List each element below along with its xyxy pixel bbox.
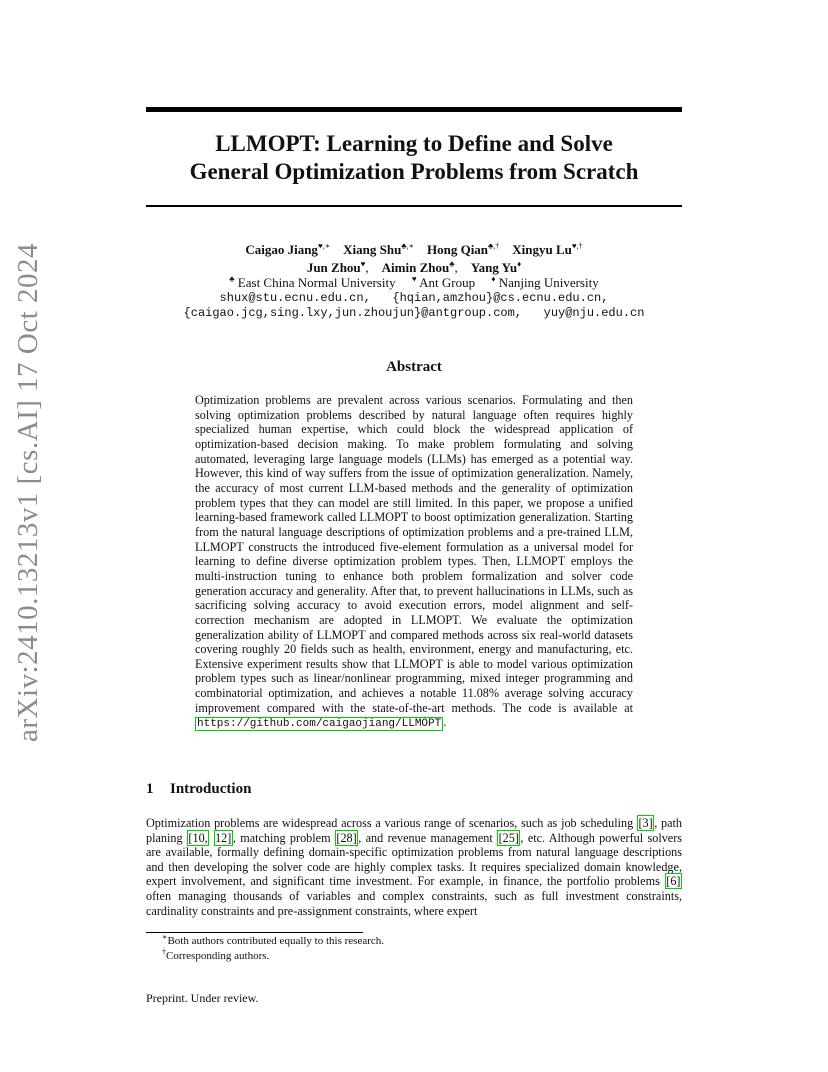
code-link[interactable]: https://github.com/caigaojiang/LLMOPT bbox=[197, 718, 442, 731]
citation-link[interactable]: [25] bbox=[498, 830, 519, 845]
footnote-mark: † bbox=[162, 947, 166, 957]
affiliations bbox=[146, 275, 682, 290]
affiliation-mark: ♥ bbox=[411, 274, 417, 284]
author-name: Hong Qian bbox=[426, 242, 489, 257]
email-line-2 bbox=[146, 306, 682, 321]
affiliation-mark: ♦ bbox=[491, 274, 496, 284]
author-line-2: Jun Zhou♥, Aimin Zhou♣, Yang Yu♦ bbox=[306, 259, 522, 275]
citation-link[interactable]: [3] bbox=[638, 816, 653, 830]
affiliation: Ant Group bbox=[419, 275, 476, 290]
footnote-1 bbox=[146, 934, 384, 949]
preprint-note: Preprint. Under review. bbox=[146, 991, 259, 1005]
author-mark: ♦ bbox=[517, 259, 522, 269]
citation-link[interactable]: [10, bbox=[188, 830, 208, 845]
abstract-heading: Abstract bbox=[386, 359, 442, 375]
author-name: Xiang Shu bbox=[343, 242, 402, 257]
abstract-end: . bbox=[443, 715, 447, 730]
arxiv-identifier: arXiv:2410.13213v1 [cs.AI] 17 Oct 2024 bbox=[12, 242, 44, 742]
footnotes bbox=[146, 934, 384, 964]
title-line-2: General Optimization Problems from Scratch bbox=[189, 159, 639, 184]
footnote-text: Corresponding authors. bbox=[166, 950, 270, 962]
citation-link[interactable]: [28] bbox=[336, 830, 357, 845]
footnote-rule bbox=[146, 932, 363, 933]
introduction-paragraph bbox=[146, 816, 682, 918]
abstract-text: Optimization problems are prevalent across various scenarios. Formulating and then solving optimization problems described by natural language often requires highly specialized human expertise, which could block the widespread application of optimization-based decision making. To make problem formulating and solving automated, leveraging large language models (LLMs) has emerged as a potential way. However, this kind of way suffers from the issue of optimization generalization. Namely, the accuracy of most current LLM-based methods and the generality of optimization problem types that they can model are still limited. In this paper, we propose a unified learning-based framework called LLMOPT to boost optimization generalization. Starting from the natural language descriptions of optimization problems and a pre-trained LLM, LLMOPT constructs the introduced five-element formulation as a universal model for learning to define diverse optimization problem types. Then, LLMOPT employs the multi-instruction tuning to enhance both problem formalization and solver code generation accuracy and generality. After that, to prevent hallucinations in LLMs, such as sacrificing solving accuracy to avoid execution errors, model alignment and self-correction mechanism are adopted in LLMOPT. We evaluate the optimization generalization ability of LLMOPT and compared methods across six real-world datasets covering roughly 20 fields such as health, environment, energy and manufacturing, etc. Extensive experiment results show that LLMOPT is able to model various optimization problem types such as linear/nonlinear programming, mixed integer programming and combinatorial optimization, and achieves a notable 11.08% average solving accuracy improvement compared with the state-of-the-art methods. The code is available at bbox=[195, 393, 633, 715]
email: {caigao.jcg,sing.lxy,jun.zhoujun}@antgroup.com, bbox=[183, 306, 523, 320]
author-name: Jun Zhou bbox=[306, 260, 361, 275]
abstract-body bbox=[195, 393, 633, 732]
section-heading bbox=[146, 781, 251, 798]
affiliation: East China Normal University bbox=[237, 275, 396, 290]
email: shux@stu.ecnu.edu.cn, bbox=[219, 291, 371, 305]
author-mark: ♥,∗ bbox=[317, 241, 331, 251]
author-name: Xingyu Lu bbox=[512, 242, 572, 257]
footnote-mark: ∗ bbox=[162, 932, 168, 942]
title-top-rule bbox=[146, 107, 682, 112]
footnote-2 bbox=[146, 949, 384, 964]
affiliation: Nanjing University bbox=[498, 275, 599, 290]
intro-text: often managing thousands of variables and complex constraints, such as full investment constraints, cardinality constraints and pre-assignment constraints, where expert bbox=[146, 888, 682, 918]
intro-text: , and revenue management bbox=[358, 830, 498, 845]
title-line-1: LLMOPT: Learning to Define and Solve bbox=[215, 131, 613, 156]
author-mark: ♣ bbox=[449, 259, 455, 269]
author-name: Caigao Jiang bbox=[245, 242, 318, 257]
paper-title bbox=[146, 130, 682, 186]
title-bottom-rule bbox=[146, 205, 682, 207]
section-title: Introduction bbox=[170, 781, 252, 797]
section-number: 1 bbox=[146, 781, 154, 797]
email: {hqian,amzhou}@cs.ecnu.edu.cn, bbox=[392, 291, 609, 305]
author-mark: ♥ bbox=[360, 259, 366, 269]
footnote-text: Both authors contributed equally to this research. bbox=[167, 935, 385, 947]
author-name: Yang Yu bbox=[470, 260, 518, 275]
affiliation-mark: ♣ bbox=[229, 274, 235, 284]
intro-text: , path planing bbox=[146, 816, 682, 845]
email: yuy@nju.edu.cn bbox=[543, 306, 645, 320]
intro-text: , matching problem bbox=[232, 830, 335, 845]
author-mark: ♣,∗ bbox=[401, 241, 414, 251]
author-mark: ♥,† bbox=[571, 241, 583, 251]
author-mark: ♣,† bbox=[488, 241, 500, 251]
citation-link[interactable]: [6] bbox=[666, 874, 681, 889]
intro-text: , etc. Although powerful solvers are available, formally defining domain-specific optimization problems from natural language descriptions and then developing the solver code are highly complex tasks. It requires specialized domain knowledge, expert involvement, and significant time investment. For example, in finance, the portfolio problems bbox=[146, 830, 683, 889]
citation-link[interactable]: 12] bbox=[215, 830, 232, 845]
email-line-1 bbox=[146, 291, 682, 306]
intro-text: Optimization problems are widespread across a various range of scenarios, such as job scheduling bbox=[146, 816, 637, 830]
author-line-1 bbox=[146, 242, 682, 257]
author-name: Aimin Zhou bbox=[381, 260, 450, 275]
